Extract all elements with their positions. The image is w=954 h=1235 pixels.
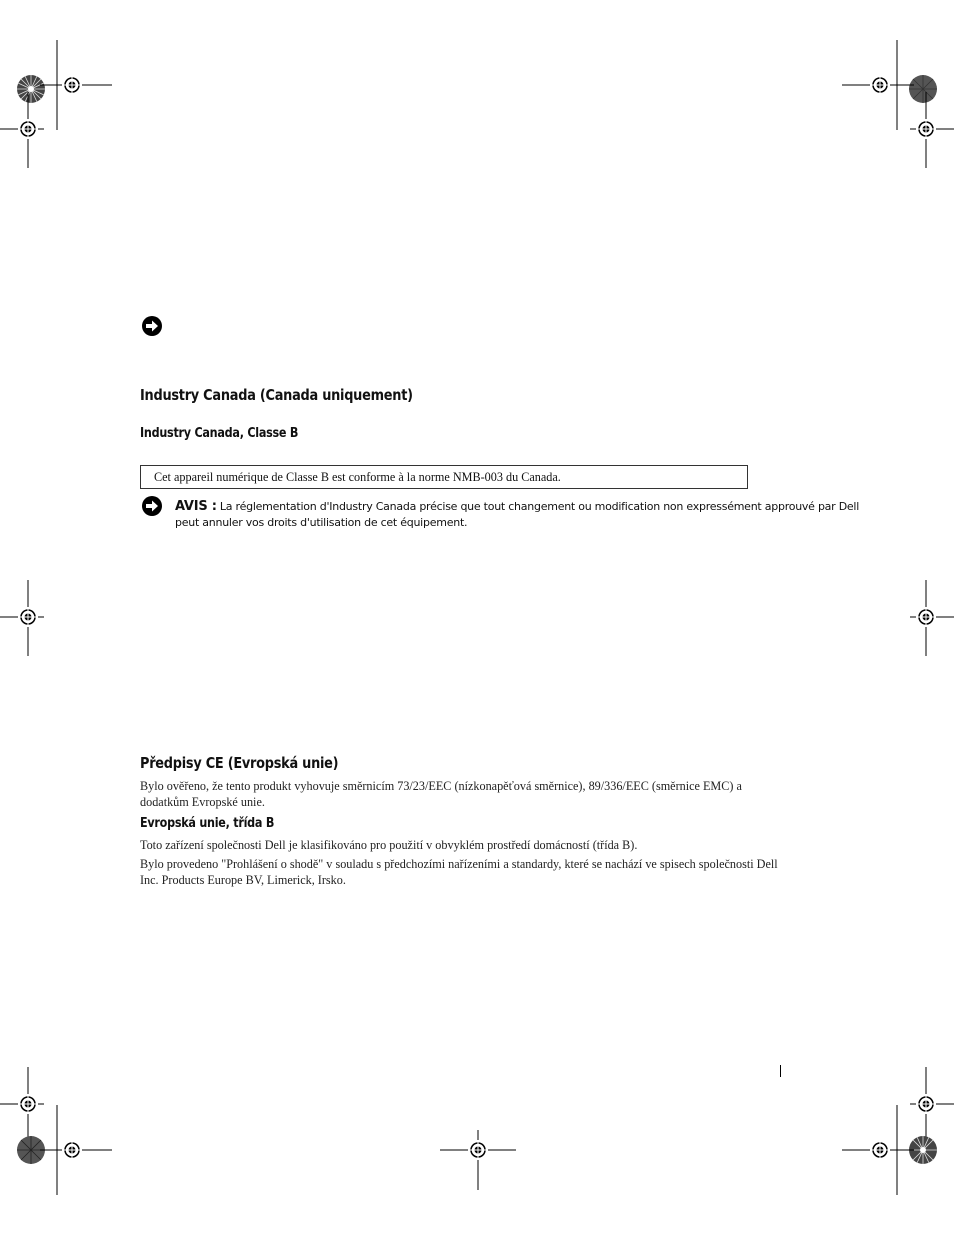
boxed-statement <box>140 465 748 489</box>
notice-arrow-icon <box>141 315 163 337</box>
registration-mark-icon <box>894 580 954 656</box>
registration-mark-icon <box>0 580 60 656</box>
ce-paragraph-3-line1: Bylo provedeno "Prohlášení o shodě" v souladu s předchozími nařízeními a standardy, které se nachází ve spisech společnosti Dell <box>140 857 778 871</box>
registration-mark-icon <box>842 1105 914 1195</box>
registration-mark-icon <box>440 1130 516 1190</box>
ce-paragraph-1 <box>140 778 830 810</box>
registration-mark-icon <box>40 1105 112 1195</box>
registration-mark-icon <box>0 92 60 168</box>
ce-paragraph-1-line1: Bylo ověřeno, že tento produkt vyhovuje směrnicím 73/23/EEC (nízkonapěťová směrnice), 89/336/EEC (směrnice EMC) a <box>140 779 742 793</box>
registration-mark-icon <box>894 92 954 168</box>
notice-text-line1: La réglementation d'Industry Canada précise que tout changement ou modification non expressément approuvé par Dell <box>219 500 860 513</box>
notice-label: AVIS : <box>175 499 217 514</box>
section-title-canada: Industry Canada (Canada uniquement) <box>140 386 413 404</box>
ce-paragraph-3-line2: Inc. Products Europe BV, Limerick, Irsko. <box>140 873 346 887</box>
footer-separator <box>780 1065 781 1077</box>
section-subtitle-ce: Evropská unie, třída B <box>140 816 275 831</box>
notice-block <box>175 499 860 531</box>
ce-paragraph-3 <box>140 856 830 888</box>
notice-text-line2: peut annuler vos droits d'utilisation de cet équipement. <box>175 516 468 529</box>
ce-paragraph-2: Toto zařízení společnosti Dell je klasifikováno pro použití v obvyklém prostředí domácností (třída B). <box>140 838 638 852</box>
section-subtitle-canada: Industry Canada, Classe B <box>140 426 299 441</box>
ce-paragraph-1-line2: dodatkům Evropské unie. <box>140 795 265 809</box>
boxed-statement-text: Cet appareil numérique de Classe B est conforme à la norme NMB-003 du Canada. <box>154 470 561 484</box>
section-title-ce: Předpisy CE (Evropská unie) <box>140 754 339 772</box>
notice-arrow-icon <box>141 495 163 517</box>
